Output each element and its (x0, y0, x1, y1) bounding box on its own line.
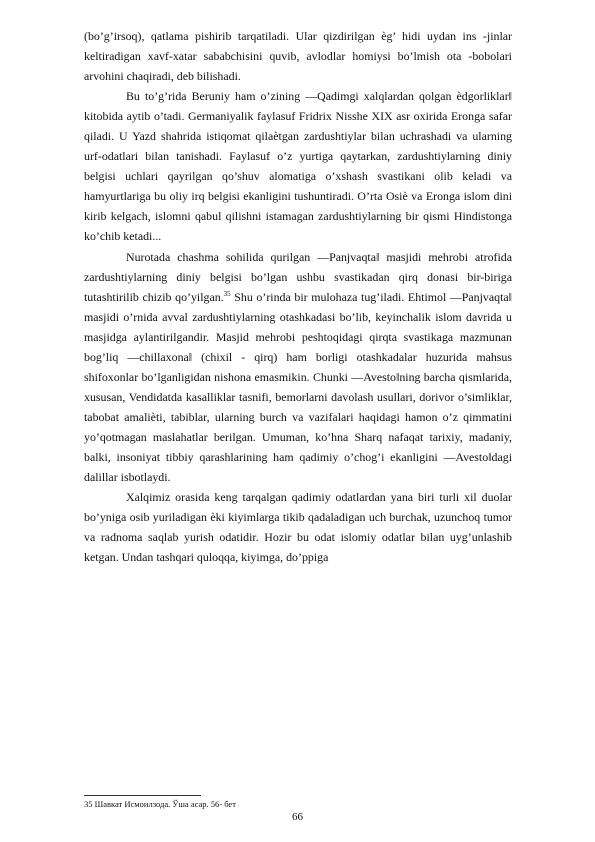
footnote-separator (84, 795, 201, 796)
paragraph-3 (84, 247, 512, 488)
page-number: 66 (292, 811, 303, 823)
paragraph-3-text-after: Shu o’rinda bir mulohaza tug’iladi. Ehtimol ―Panjvaqta‖ masjidi o’rnida avval zardushtiylarning otashkadasi bo’lib, keyinchalik islom davrida u masjidga aylantirilgandir. Masjid mehrobi peshtoqidagi qirqta svastikaga mazmunan bog’liq ―chillaxona‖ (chixil - qirq) ham borligi otashkadalar huzurida mahsus shifoxonlar bo’lganligidan nishona emasmikin. Chunki ―Avesto‖ning barcha qismlarida, xususan, Vendidatda kasalliklar tasnifi, bemorlarni davolash usullari, dorivor o’simliklar, tabobat amaliѐti, tabiblar, ularning burch va vazifalari haqidagi hamon o’z qimmatini yo’qotmagan maslahatlar berilgan. Umuman, ko’hna Sharq nafaqat tarixiy, madaniy, balki, insoniyat tibbiy qarashlarining ham qadimiy o’chog’i ekanligini ―Avesto‖dagi dalillar isbotlaydi. (84, 289, 512, 485)
paragraph-2: Bu to’g’rida Beruniy ham o’zining ―Qadimgi xalqlardan qolgan ѐdgorliklar‖ kitobida aytib o’tadi. Germaniyalik faylasuf Fridrix Nisshe XIX asr oxirida Eronga safar qiladi. U Yazd shahrida istiqomat qilaѐtgan zardushtiylar bilan uchrashadi va ularning urf-odatlari bilan tanishadi. Faylasuf o’z yurtiga qaytarkan, zardushtiylarning diniy belgisi uchlari qayrilgan qo’shuv alomatiga o’xshash svastikani olib keladi va hamyurtlariga bu oliy irq belgisi ekanligini tushuntiradi. O’rta Osiѐ va Eronga islom dini kirib kelgach, islomni qabul qilishni istamagan zardushtiylarning bir qismi Hindistonga ko’chib ketadi... (84, 89, 512, 244)
paragraph-3-text-before: Nurotada chashma sohilida qurilgan ―Panjvaqta‖ masjidi mehrobi atrofida zardushtiylarning diniy belgisi bo’lgan ushbu svastikadan qirq donasi bir-biriga tutashtirilib chizib qo’yilgan. (84, 249, 512, 304)
document-body (84, 26, 512, 567)
footnote: 35 Шавкат Исмоилзода. Ўша асар. 56- бет (84, 799, 236, 809)
paragraph-1: (bo’g’irsoq), qatlama pishirib tarqatiladi. Ular qizdirilgan ѐg’ hidi uydan ins -jinlar keltiradigan xavf-xatar sababchisini quvib, avlodlar homiysi bo’lmish ota -bobolari arvohini chaqiradi, deb bilishadi. (84, 29, 512, 84)
paragraph-4: Xalqimiz orasida keng tarqalgan qadimiy odatlardan yana biri turli xil duolar bo’yniga osib yuriladigan ѐki kiyimlarga tikib qadaladigan uch burchak, uzunchoq tumor va radnoma saqlab yurish odatidir. Hozir bu odat islomiy odatlar bilan uyg’unlashib ketgan. Undan tashqari quloqqa, kiyimga, do’ppiga (84, 490, 512, 565)
footnote-reference[interactable]: 35 (223, 289, 231, 298)
